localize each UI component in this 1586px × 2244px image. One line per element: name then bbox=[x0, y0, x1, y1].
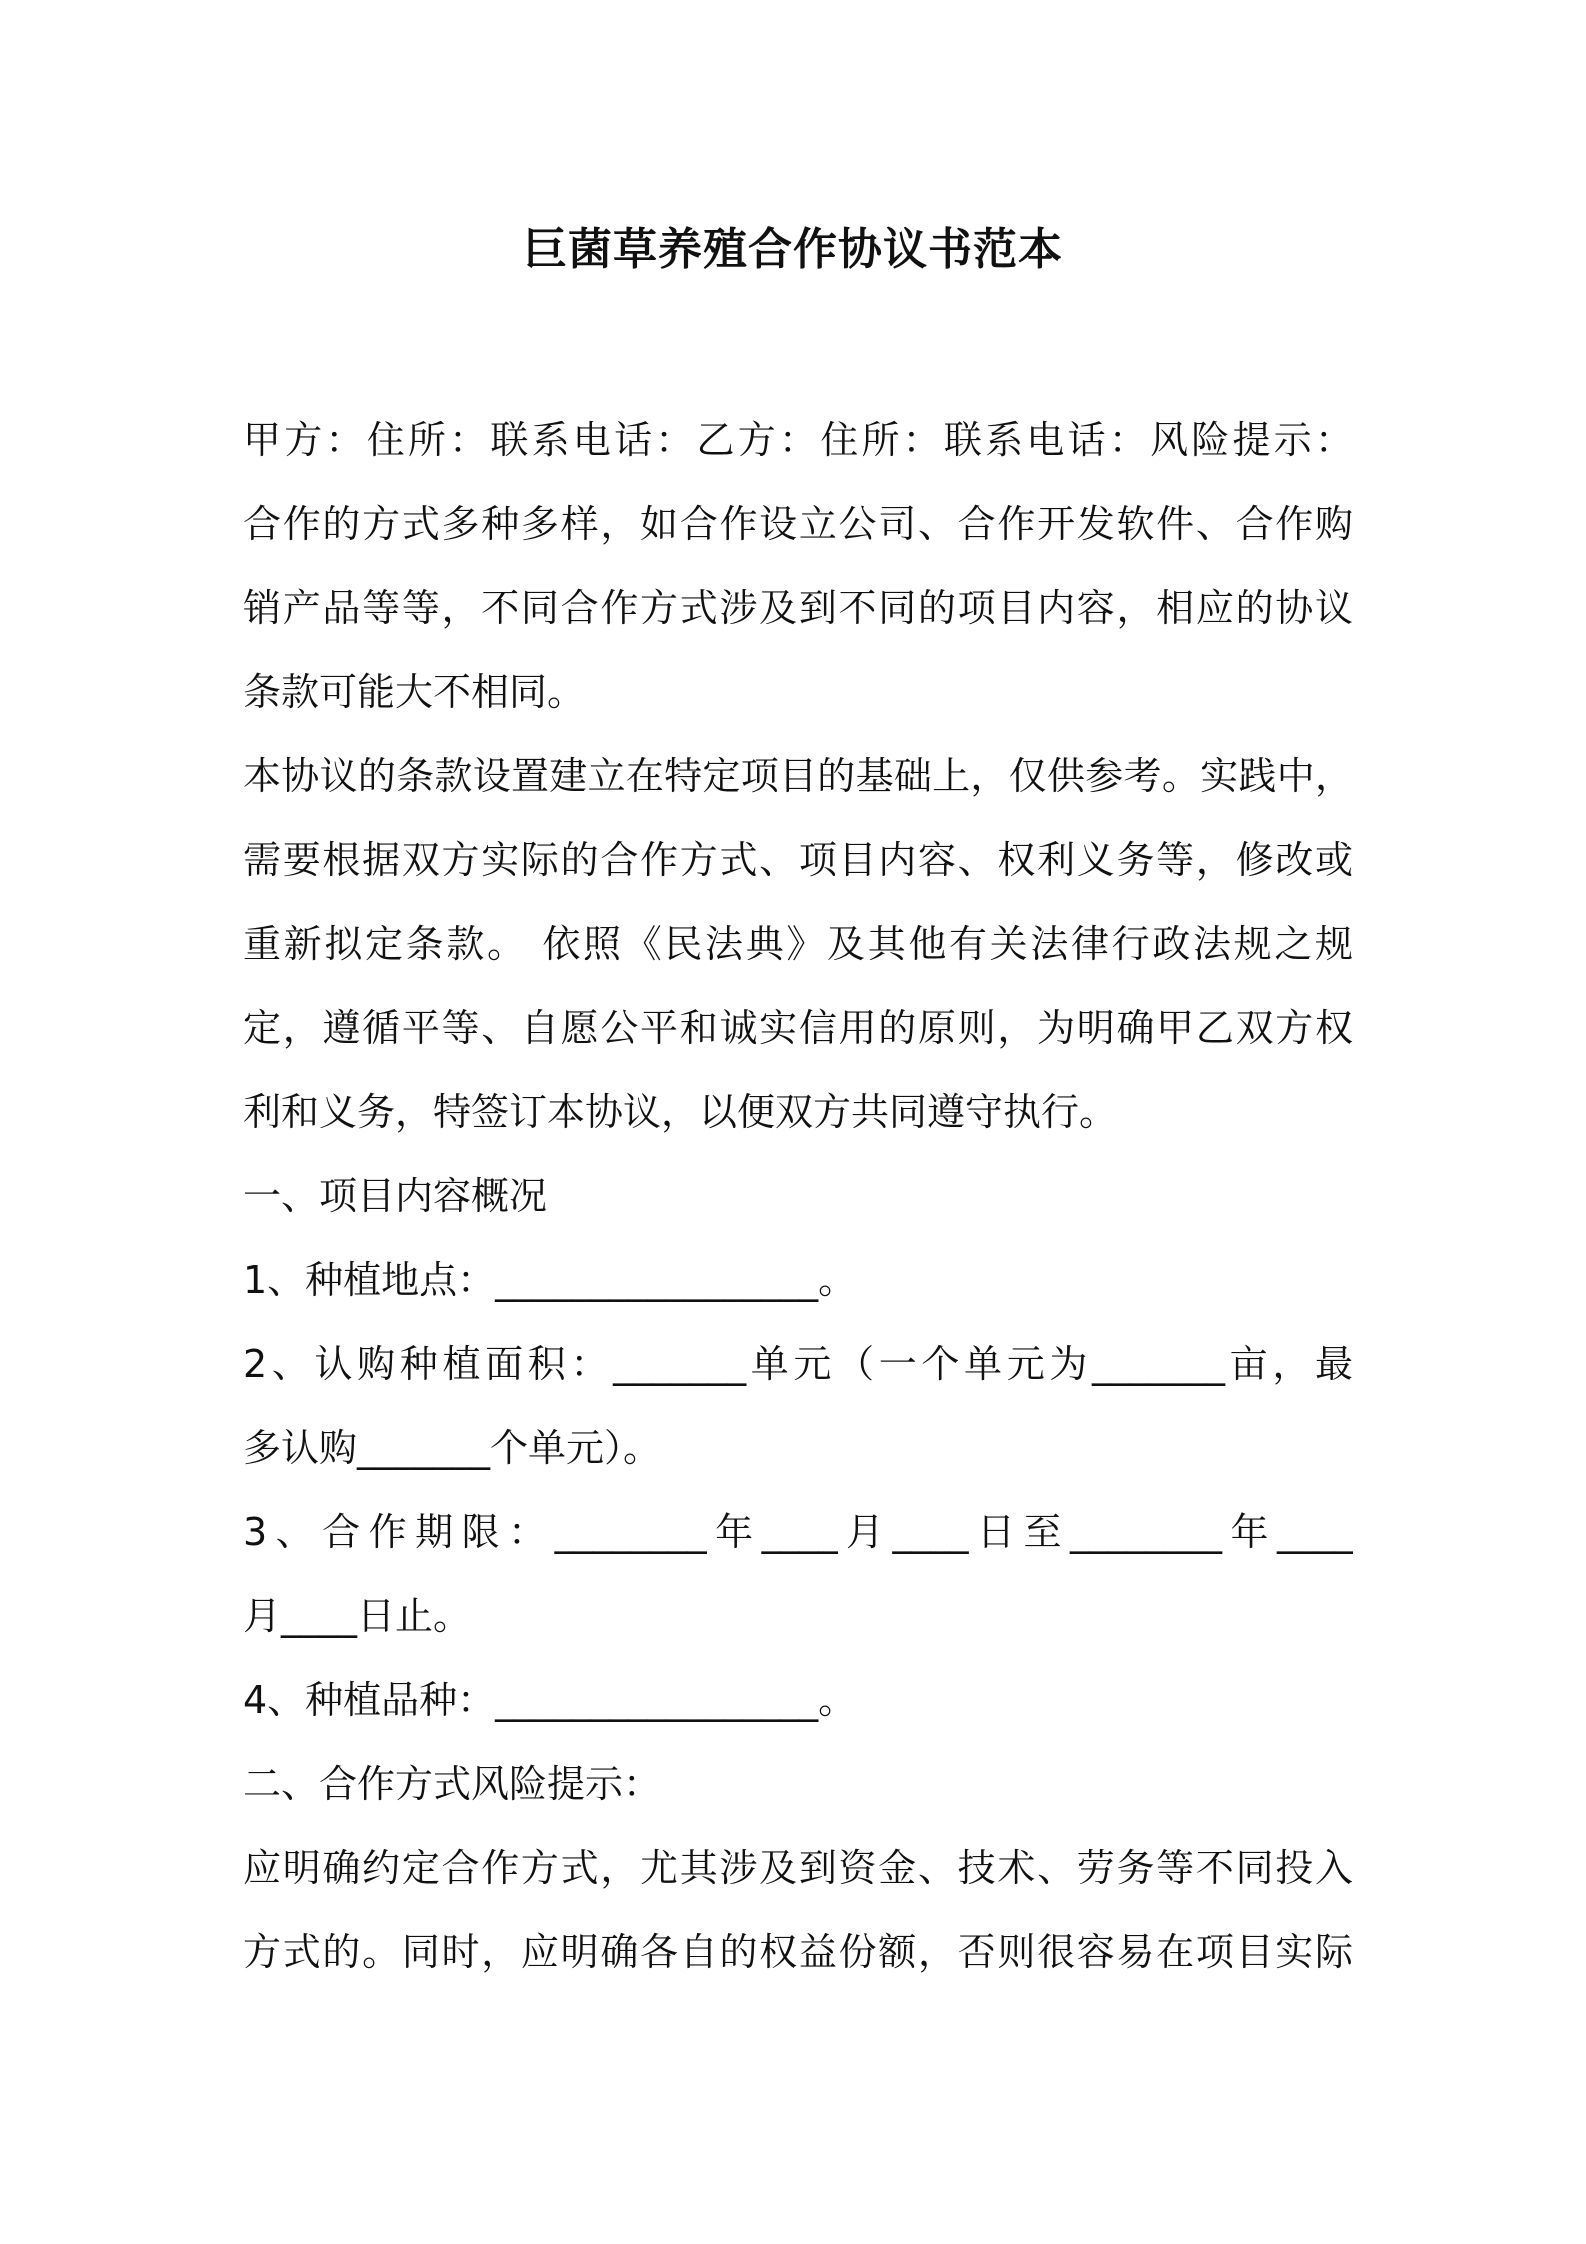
document-body bbox=[243, 398, 1353, 1994]
clause-line: 3、合作期限：________年____月____日至________年____ bbox=[243, 1510, 1353, 1554]
paragraph-line: 方式的。同时，应明确各自的权益份额，否则很容易在项目实际 bbox=[243, 1930, 1353, 1974]
clause-line: 4、种植品种：_________________。 bbox=[243, 1678, 857, 1722]
clause-line: 月____日止。 bbox=[243, 1594, 472, 1638]
paragraph-line: 利和义务，特签订本协议，以便双方共同遵守执行。 bbox=[243, 1090, 1118, 1134]
paragraph-line: 条款可能大不相同。 bbox=[243, 670, 586, 714]
section-heading: 一、项目内容概况 bbox=[243, 1174, 548, 1218]
paragraph-line: 定，遵循平等、自愿公平和诚实信用的原则，为明确甲乙双方权 bbox=[243, 1006, 1353, 1050]
paragraph-line: 重新拟定条款。 依照《民法典》及其他有关法律行政法规之规 bbox=[243, 922, 1353, 966]
paragraph-line: 需要根据双方实际的合作方式、项目内容、权利义务等，修改或 bbox=[243, 838, 1353, 882]
paragraph-line: 本协议的条款设置建立在特定项目的基础上，仅供参考。实践中， bbox=[243, 754, 1353, 798]
paragraph-line: 应明确约定合作方式，尤其涉及到资金、技术、劳务等不同投入 bbox=[243, 1846, 1353, 1890]
clause-line: 2、认购种植面积：_______单元（一个单元为_______亩，最 bbox=[243, 1342, 1353, 1386]
party-info-line: 甲方：住所：联系电话：乙方：住所：联系电话：风险提示： bbox=[243, 418, 1353, 462]
paragraph-line: 销产品等等，不同合作方式涉及到不同的项目内容，相应的协议 bbox=[243, 586, 1353, 630]
clause-line: 1、种植地点：_________________。 bbox=[243, 1258, 857, 1302]
clause-line: 多认购_______个单元）。 bbox=[243, 1426, 662, 1470]
section-heading: 二、合作方式风险提示： bbox=[243, 1762, 662, 1806]
paragraph-line: 合作的方式多种多样，如合作设立公司、合作开发软件、合作购 bbox=[243, 502, 1353, 546]
document-title: 巨菌草养殖合作协议书范本 bbox=[523, 224, 1063, 275]
